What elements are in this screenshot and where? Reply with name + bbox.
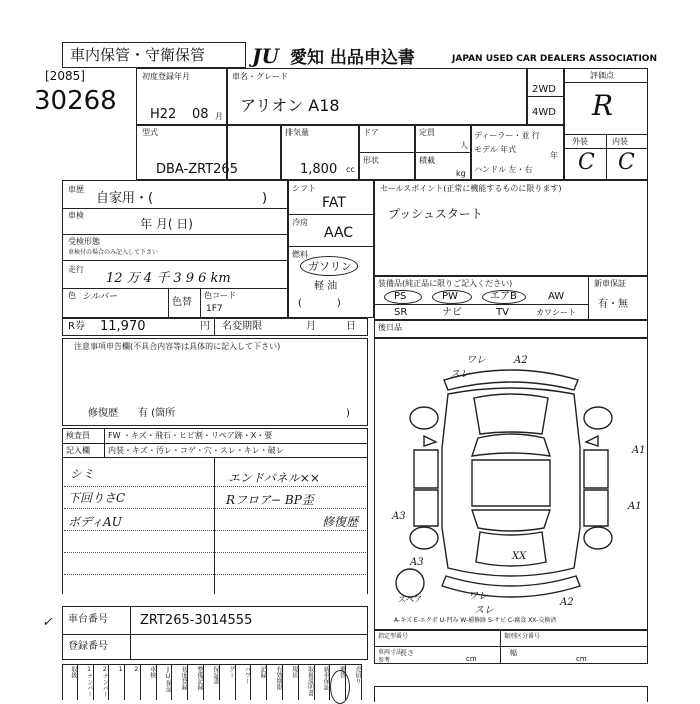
color-code: 1F7 [206,304,223,314]
bottom-col: 整備記録 [188,664,204,700]
dealer-line2: モデル 年式 [474,145,517,154]
grade-value: R [592,89,614,122]
after-items-box [374,320,648,338]
cargo-unit: kg [456,169,466,178]
mark-trunk-xx: XX [512,551,527,562]
lot-number: 30268 [34,86,117,116]
storage-label: 車内保管・守衛保管 [70,46,206,64]
first-reg-label: 初度登録年月 [142,72,190,81]
drive-4wd: 4WD [532,107,556,118]
notes-label: 注意事項申告欄(不具合内容等は具体的に記入して下さい) [74,342,281,351]
handnote-endpanel: エンドパネル×× [228,471,320,485]
shift-value: FAT [322,195,346,211]
repair-label: 修復歴 [88,408,118,419]
sales-point-box [374,180,648,276]
fuel-diesel: 軽 油 [314,281,338,292]
dealer-year: 年 [550,151,558,160]
mark-right-a1-bottom: A1 [628,501,642,512]
dim-ref: 参考 [378,657,391,664]
mark-rear-a2: A2 [560,597,574,608]
month-unit: 月 [215,112,223,121]
sales-point-value: プッシュスタート [388,207,483,221]
exterior-label: 外装 [572,137,588,146]
sales-point-label: セールスポイント(正常に機能するものに限ります) [380,184,562,193]
margin-mark: ✓ [42,615,53,630]
after-items-label: 後日品 [378,323,402,332]
expiry-label: 名変期限 [222,321,262,332]
bottom-col: 車検 [141,664,157,700]
handnote-repair: 修復歴 [322,515,359,529]
repair-close: ) [346,408,350,419]
dim-width-unit: cm [576,655,587,663]
first-reg-era: H22 [150,107,177,122]
sell-out-circle [330,670,350,704]
car-name-label: 車名・グレード [232,72,288,81]
mark-rear-crack: ワレ [468,591,488,602]
handnote-stain: シミ [70,467,95,481]
inspector-label: 検査員 [66,431,90,440]
bottom-col: 1 [109,664,125,700]
bottom-col: 有効期限 [267,664,283,700]
equip-aw: AW [548,291,565,302]
bottom-col: グー [220,664,236,700]
color-change-label: 色替 [172,297,192,308]
color-label: 色 [68,291,76,300]
equip-seat: カワシート [536,308,576,317]
receive-note: 車検付の場合のみ記入して下さい [68,249,159,256]
cc-value: 1,800 [300,162,338,177]
expiry-day: 日 [346,321,356,332]
ac-value: AAC [324,225,354,241]
dealer-line1: ディーラー・並 行 [474,131,540,140]
ac-label: 冷房 [292,218,308,227]
history-close: ) [262,191,268,206]
history-value: 自家用・( [96,191,154,206]
bottom-col: 記録 [251,664,267,700]
bottom-col: 乗替 [330,664,346,700]
mileage-value: 12 万 4 千 3 9 6 km [106,271,231,286]
drive-2wd: 2WD [532,84,556,95]
inspection-row2: 内装・キズ・汚レ・コゲ・穴・スレ・キレ・破レ [108,446,284,455]
code-bracket: [2085] [45,69,85,83]
bottom-col: 1ナンバー [78,664,94,700]
handnote-underbody: 下回りさC [68,491,126,505]
equip-tv: TV [496,307,509,318]
mark-left-a3-bottom: A3 [410,557,424,568]
model-label: 型式 [142,128,158,137]
mark-front-crack: ワレ [466,355,486,366]
bottom-col: 初度登録 [172,664,188,700]
color-code-label: 色コード [204,291,236,300]
interior-grade: C [618,150,635,175]
model-code: DBA-ZRT265 [156,162,238,177]
repair-value: 有 (箇所 [138,408,176,419]
recycle-value: 11,970 [100,319,146,334]
recycle-label: R券 [68,321,85,332]
equip-sr: SR [394,307,408,318]
spare-label: スペア [398,595,422,604]
dim-length-label: 長さ [400,649,414,657]
org-title: 愛知 出品申込書 [290,48,415,68]
bottom-col: JU保証 [157,664,173,700]
cc-label: 排気量 [285,128,309,137]
bottom-col: 保証書 [204,664,220,700]
mark-left-a3-top: A3 [392,511,406,522]
mark-right-a1-top: A1 [632,445,646,456]
door-label: ドア [363,128,379,137]
inspector-label2: 記入欄 [66,446,90,455]
history-label: 車歴 [68,185,84,194]
bottom-col: 売切り [346,664,362,700]
mark-front-scratch: スレ [450,369,470,380]
mark-rear-scratch: スレ [474,605,494,616]
bottom-col: パワー [236,664,252,700]
color-value: シルバー [82,292,118,302]
chassis-number: ZRT265-3014555 [140,613,253,628]
registration-number-label: 登録番号 [68,641,108,652]
bottom-col: 新車保証 [315,664,331,700]
car-diagram-svg [374,338,648,630]
interior-label: 内装 [612,137,628,146]
handnote-body: ボディAU [68,515,122,529]
dim-label1: 指定型番号 [378,633,409,640]
org-title-en: JAPAN USED CAR DEALERS ASSOCIATION [452,54,657,64]
seats-unit: 人 [460,141,468,150]
chassis-label: 車台番号 [68,614,108,625]
first-reg-month: 08 [192,107,209,122]
dim-length-unit: cm [466,655,477,663]
fuel-label: 燃料 [292,250,308,259]
cargo-label: 積載 [419,156,435,165]
cc-unit: cc [346,165,355,174]
shape-label: 形状 [363,156,379,165]
car-name: アリオン A18 [240,96,340,115]
inspection-value: 年 月( 日) [140,217,193,231]
fuel-paren: ( ) [298,298,341,309]
dim-label2: 類別区分番号 [504,633,541,640]
handnote-rfloor: Rフロア− BP歪 [226,493,314,507]
mileage-label: 走行 [68,265,84,274]
bottom-col: 2 [125,664,141,700]
seats-label: 定員 [419,128,435,137]
dealer-line3: ハンドル 左・右 [474,165,533,174]
inspection-label: 車検 [68,211,84,220]
dim-width-label: 幅 [510,649,517,657]
diagram-legend: A-キズ E-エクボ U-凹み W-補修跡 S-サビ C-腐食 XX-交換済 [394,617,557,624]
equip-airbag: エアB [490,291,517,302]
equip-pw: PW [442,291,458,302]
recycle-yen: 円 [200,321,210,332]
bottom-col: 取扱説明書 [299,664,315,700]
bottom-col: 2ナンバー [94,664,110,700]
ju-logo: JU [252,44,279,68]
inspection-row1: FW ・キズ・飛石・ヒビ割・リペア跡・X・要 [108,431,273,440]
bottom-col: 現状 [283,664,299,700]
equip-ps: PS [394,291,407,302]
bottom-col: 取扱 [62,664,78,700]
grade-label: 評価点 [590,71,614,80]
bottom-columns [62,664,362,700]
exterior-grade: C [578,150,595,175]
shift-label: シフト [292,184,316,193]
new-car-warranty-label: 新車保証 [594,279,626,288]
equipment-label: 装備品(純正品に限りご記入ください) [378,279,513,288]
dim-title: 車両寸法 [378,649,403,656]
equip-navi: ナビ [442,307,462,318]
mark-front-a2: A2 [514,355,528,366]
warranty-value: 有・無 [598,299,628,310]
receive-label: 受検形態 [68,237,100,246]
expiry-month: 月 [306,321,316,332]
fuel-value: ガソリン [308,260,352,273]
